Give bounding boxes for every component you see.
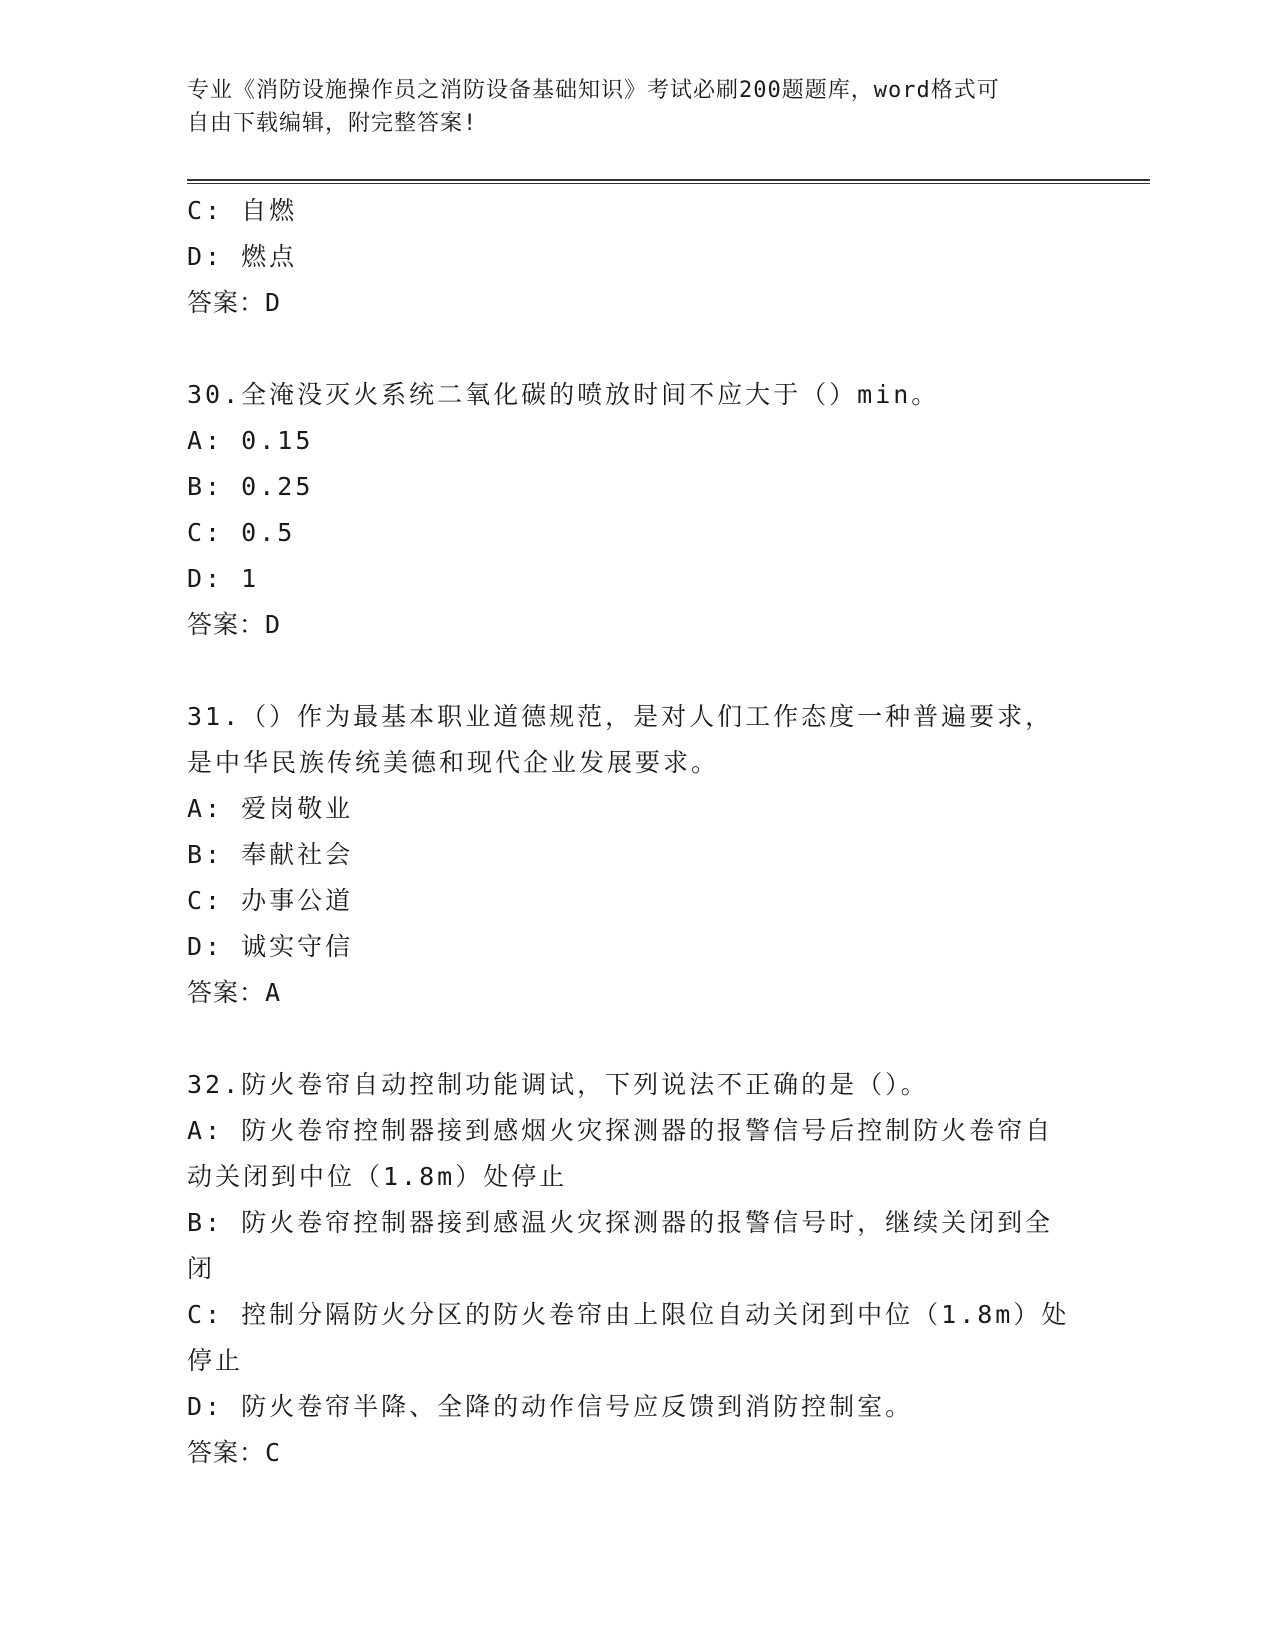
option-d bbox=[187, 234, 1087, 280]
option-text: 0.15 bbox=[241, 426, 314, 455]
option-c-line1: C: 控制分隔防火分区的防火卷帘由上限位自动关闭到中位（1.8m）处 bbox=[187, 1300, 1070, 1329]
header-title-line2: 自由下载编辑，附完整答案! bbox=[187, 111, 478, 136]
document-header bbox=[187, 74, 1067, 140]
option-c-line2: 停止 bbox=[187, 1346, 244, 1375]
option-b bbox=[187, 832, 1087, 878]
header-divider-thin bbox=[187, 183, 1150, 184]
question-content bbox=[187, 188, 1087, 1476]
option-a-line1: A: 防火卷帘控制器接到感烟火灾探测器的报警信号后控制防火卷帘自 bbox=[187, 1116, 1054, 1145]
spacer bbox=[187, 1016, 1087, 1062]
question-stem-line2: 是中华民族传统美德和现代企业发展要求。 bbox=[187, 748, 720, 777]
option-c bbox=[187, 878, 1087, 924]
option-letter: D: bbox=[187, 932, 224, 961]
question-block-31 bbox=[187, 694, 1087, 1016]
question-block-29 bbox=[187, 188, 1087, 326]
option-letter: B: bbox=[187, 840, 224, 869]
spacer bbox=[187, 326, 1087, 372]
option-letter: B: bbox=[187, 472, 224, 501]
option-d bbox=[187, 924, 1087, 970]
header-title-line1: 专业《消防设施操作员之消防设备基础知识》考试必刷200题题库，word格式可 bbox=[187, 78, 1000, 103]
answer-line: 答案：D bbox=[187, 610, 282, 639]
option-letter: A: bbox=[187, 426, 224, 455]
answer-line: 答案：D bbox=[187, 288, 282, 317]
question-stem: 32.防火卷帘自动控制功能调试，下列说法不正确的是（）。 bbox=[187, 1070, 929, 1099]
answer-line: 答案：A bbox=[187, 978, 282, 1007]
option-d bbox=[187, 556, 1087, 602]
option-letter: D: bbox=[187, 564, 224, 593]
question-block-32 bbox=[187, 1062, 1087, 1476]
option-b-line2: 闭 bbox=[187, 1254, 216, 1283]
option-text: 燃点 bbox=[241, 242, 298, 271]
option-text: 奉献社会 bbox=[241, 840, 354, 869]
option-text: 1 bbox=[241, 564, 260, 593]
option-letter: C: bbox=[187, 886, 224, 915]
option-letter: D: bbox=[187, 242, 224, 271]
option-letter: C: bbox=[187, 518, 224, 547]
option-text: 爱岗敬业 bbox=[241, 794, 354, 823]
option-a-line2: 动关闭到中位（1.8m）处停止 bbox=[187, 1162, 568, 1191]
option-text: 诚实守信 bbox=[241, 932, 354, 961]
option-c bbox=[187, 510, 1087, 556]
option-letter: A: bbox=[187, 794, 224, 823]
header-divider-thick bbox=[187, 179, 1150, 181]
option-a bbox=[187, 418, 1087, 464]
question-block-30 bbox=[187, 372, 1087, 648]
question-stem: 30.全淹没灭火系统二氧化碳的喷放时间不应大于（）min。 bbox=[187, 380, 940, 409]
option-text: 办事公道 bbox=[241, 886, 354, 915]
option-a bbox=[187, 786, 1087, 832]
option-text: 自燃 bbox=[241, 196, 298, 225]
spacer bbox=[187, 648, 1087, 694]
option-b bbox=[187, 464, 1087, 510]
option-b-line1: B: 防火卷帘控制器接到感温火灾探测器的报警信号时，继续关闭到全 bbox=[187, 1208, 1054, 1237]
option-letter: C: bbox=[187, 196, 224, 225]
option-d: D: 防火卷帘半降、全降的动作信号应反馈到消防控制室。 bbox=[187, 1392, 914, 1421]
option-text: 0.25 bbox=[241, 472, 314, 501]
question-stem-line1: 31.（）作为最基本职业道德规范，是对人们工作态度一种普遍要求， bbox=[187, 702, 1054, 731]
option-text: 0.5 bbox=[241, 518, 296, 547]
answer-line: 答案：C bbox=[187, 1438, 282, 1467]
option-c bbox=[187, 188, 1087, 234]
